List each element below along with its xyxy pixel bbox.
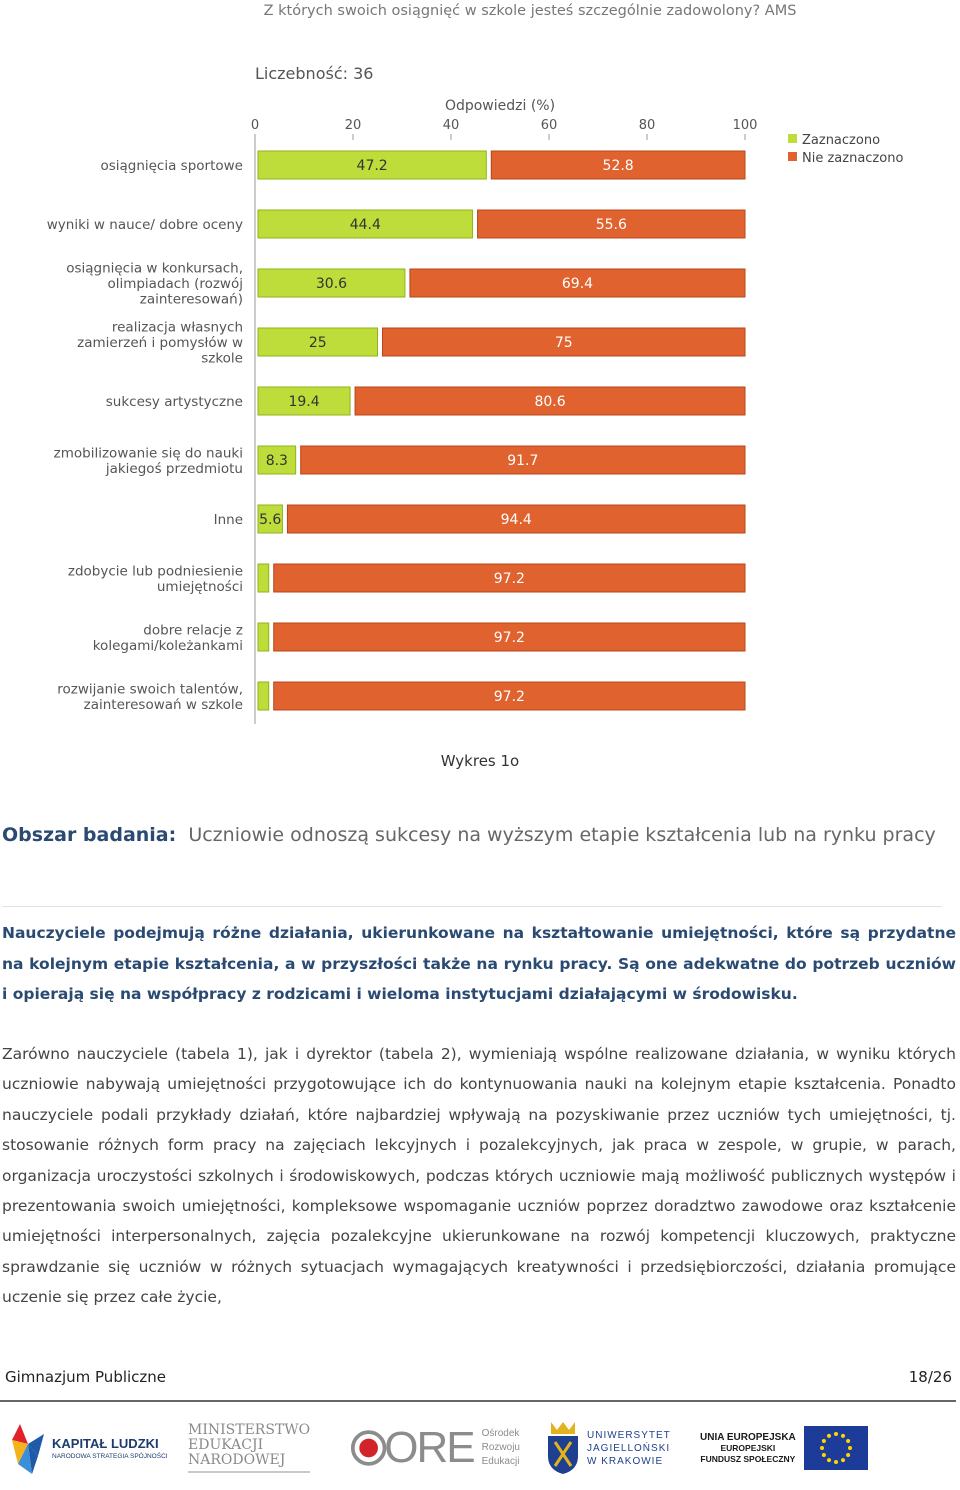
uj-line-2: JAGIELLOŃSKI	[587, 1442, 671, 1454]
bars	[258, 151, 745, 710]
x-axis-label: Odpowiedzi (%)	[444, 98, 556, 114]
bar-unmarked-value: 75	[554, 335, 573, 351]
category-label-line: osiągnięcia sportowe	[100, 158, 243, 174]
ue-logo	[700, 1408, 870, 1488]
chart-caption: Wykres 1o	[440, 752, 520, 770]
category-label	[47, 217, 243, 233]
category-label-line: realizacja własnych	[111, 319, 243, 336]
category-label	[66, 261, 243, 308]
divider	[2, 906, 942, 907]
category-label	[57, 681, 243, 713]
eu-star	[834, 1460, 838, 1464]
category-label	[106, 394, 243, 410]
kapital-title: KAPITAŁ LUDZKI	[52, 1436, 159, 1451]
eu-star	[846, 1453, 850, 1457]
category-label-line: zainteresowań)	[139, 291, 243, 308]
research-area-text: Uczniowie odnoszą sukcesy na wyższym etapie kształcenia lub na rynku pracy	[188, 824, 936, 846]
research-area	[2, 818, 958, 853]
ore-logo	[350, 1408, 520, 1488]
ore-circle-icon	[350, 1428, 387, 1468]
bar-unmarked-value: 52.8	[602, 158, 634, 174]
eu-star	[827, 1434, 831, 1438]
category-label-line: olimpiadach (rozwój	[107, 276, 243, 292]
bar-unmarked-value: 97.2	[493, 689, 525, 705]
x-tick-label: 0	[250, 118, 260, 133]
legend-label-marked: Zaznaczono	[802, 133, 881, 148]
footer-page-number: 18/26	[908, 1368, 952, 1386]
ue-line-3: FUNDUSZ SPOŁECZNY	[700, 1453, 796, 1464]
category-label	[93, 622, 243, 654]
ue-line-2: EUROPEJSKI	[720, 1442, 776, 1453]
bar-unmarked-value: 97.2	[493, 630, 525, 646]
bar-marked-value: 30.6	[315, 276, 348, 292]
category-label-line: dobre relacje z	[143, 622, 243, 639]
bar-unmarked-value: 94.4	[500, 512, 532, 528]
category-label-line: zmobilizowanie się do nauki	[53, 445, 243, 462]
eu-star	[820, 1446, 824, 1450]
eu-flag-icon	[804, 1426, 868, 1470]
legend-swatch-unmarked	[788, 152, 797, 161]
chart-title: Z których swoich osiągnięć w szkole jesteś szczególnie zadowolony? AMS	[263, 3, 797, 19]
eu-star	[822, 1453, 826, 1457]
category-label-line: rozwijanie swoich talentów,	[57, 681, 243, 698]
uj-line-3: W KRAKOWIE	[587, 1455, 664, 1467]
bar-unmarked-value: 55.6	[595, 217, 627, 233]
sponsor-logos	[0, 1408, 960, 1488]
eu-star	[841, 1458, 845, 1462]
eu-star	[822, 1439, 826, 1443]
category-label-line: umiejętności	[156, 578, 243, 595]
category-label	[100, 158, 243, 174]
ore-mark: ORE	[384, 1423, 474, 1472]
bar-marked-value: 8.3	[265, 453, 288, 469]
legend-swatch-marked	[788, 134, 797, 143]
chart-subtitle: Liczebność: 36	[255, 64, 374, 83]
x-tick-label: 60	[540, 118, 558, 133]
bar-marked-value: 47.2	[356, 158, 388, 174]
category-labels	[47, 158, 243, 713]
category-label-line: wyniki w nauce/ dobre oceny	[46, 217, 243, 233]
x-tick-label: 80	[638, 118, 656, 133]
category-label-line: jakiegoś przedmiotu	[105, 460, 243, 477]
men-line-3: NARODOWEJ	[188, 1452, 286, 1468]
bar-marked	[258, 682, 269, 710]
category-label-line: zainteresowań w szkole	[83, 696, 243, 713]
uj-line-1: UNIWERSYTET	[587, 1429, 671, 1441]
bar-marked-value: 5.6	[259, 512, 282, 528]
x-tick-label: 100	[732, 118, 758, 133]
x-axis-ticks	[251, 118, 758, 140]
category-label-line: zamierzeń i pomysłów w	[77, 335, 243, 351]
bar-unmarked-value: 91.7	[507, 453, 539, 469]
legend-label-unmarked: Nie zaznaczono	[802, 151, 904, 166]
category-label	[214, 512, 243, 528]
category-label	[54, 445, 243, 477]
bar-marked-value: 44.4	[349, 217, 381, 233]
category-label-line: zdobycie lub podniesienie	[67, 563, 243, 580]
eu-star	[846, 1439, 850, 1443]
x-tick-label: 40	[442, 118, 460, 133]
research-area-label: Obszar badania:	[2, 824, 177, 846]
bar-unmarked-value: 69.4	[561, 276, 594, 292]
ore-text-3: Edukacji	[481, 1456, 520, 1467]
ore-text-1: Ośrodek	[481, 1428, 520, 1439]
bar-marked-value: 25	[308, 335, 327, 351]
category-label-line: szkole	[201, 350, 243, 367]
category-label-line: kolegami/koleżankami	[92, 637, 243, 654]
bar-marked	[258, 623, 269, 651]
bar-marked	[258, 564, 269, 592]
ore-text-2: Rozwoju	[481, 1442, 520, 1453]
eu-star	[848, 1446, 852, 1450]
kapital-ludzki-logo	[8, 1408, 173, 1488]
bar-marked-value: 19.4	[288, 394, 320, 410]
bar-unmarked-value: 80.6	[534, 394, 566, 410]
bar-chart	[0, 0, 960, 740]
men-line-2: EDUKACJI	[188, 1437, 264, 1453]
bar-unmarked-value: 97.2	[493, 571, 525, 587]
men-line-1: MINISTERSTWO	[188, 1422, 311, 1438]
star-icon	[8, 1420, 48, 1476]
body-paragraph: Zarówno nauczyciele (tabela 1), jak i dyrektor (tabela 2), wymieniają wspólne realizowane działania, w wyniku których uczniowie nabywają umiejętności przygotowujące ich do kontynuowania nauki na kolejnym etapie kształcenia. Ponadto nauczyciele podali przykłady działań, które najbardziej wpływają na pozyskiwanie przez uczniów tych umiejętności, tj. stosowanie różnych form pracy na zajęciach lekcyjnych i pozalekcyjnych, jak praca w zespole, w grupie, w parach, organizacja uroczystości szkolnych i środowiskowych, podczas których uczniowie mają możliwość publicznych występów i prezentowania swoich umiejętności, kompleksowe wspomaganie uczniów poprzez doradztwo zawodowe oraz kształcenie umiejętności interpersonalnych, zajęcia pozalekcyjne ukierunkowane na rozwój kompetencji kluczowych, praktyczne sprawdzanie się uczniów w różnych sytuacjach wymagających kreatywności i przedsiębiorczości, działania promujące uczenie się przez całe życie,	[2, 1045, 956, 1307]
uj-logo	[545, 1408, 685, 1488]
footer-divider	[0, 1400, 956, 1402]
ministerstwo-logo	[188, 1408, 311, 1488]
legend	[788, 133, 903, 166]
eu-star	[827, 1458, 831, 1462]
crest-icon	[545, 1420, 581, 1476]
category-label-line: Inne	[213, 512, 243, 528]
ue-line-1: UNIA EUROPEJSKA	[700, 1431, 796, 1443]
category-label-line: osiągnięcia w konkursach,	[66, 260, 243, 277]
x-tick-label: 20	[344, 118, 362, 133]
kapital-subtitle: NARODOWA STRATEGIA SPÓJNOŚCI	[52, 1453, 168, 1460]
footer-school-name: Gimnazjum Publiczne	[5, 1368, 167, 1386]
category-label	[77, 320, 243, 367]
eu-star	[834, 1432, 838, 1436]
eu-star	[841, 1434, 845, 1438]
conclusion-paragraph: Nauczyciele podejmują różne działania, ukierunkowane na kształtowanie umiejętności, które są przydatne na kolejnym etapie kształcenia, a w przyszłości także na rynku pracy. Są one adekwatne do potrzeb uczniów i opierają się na współpracy z rodzicami i wieloma instytucjami działającymi w środowisku.	[2, 924, 956, 1003]
category-label	[68, 563, 243, 595]
category-label-line: sukcesy artystyczne	[105, 394, 243, 410]
